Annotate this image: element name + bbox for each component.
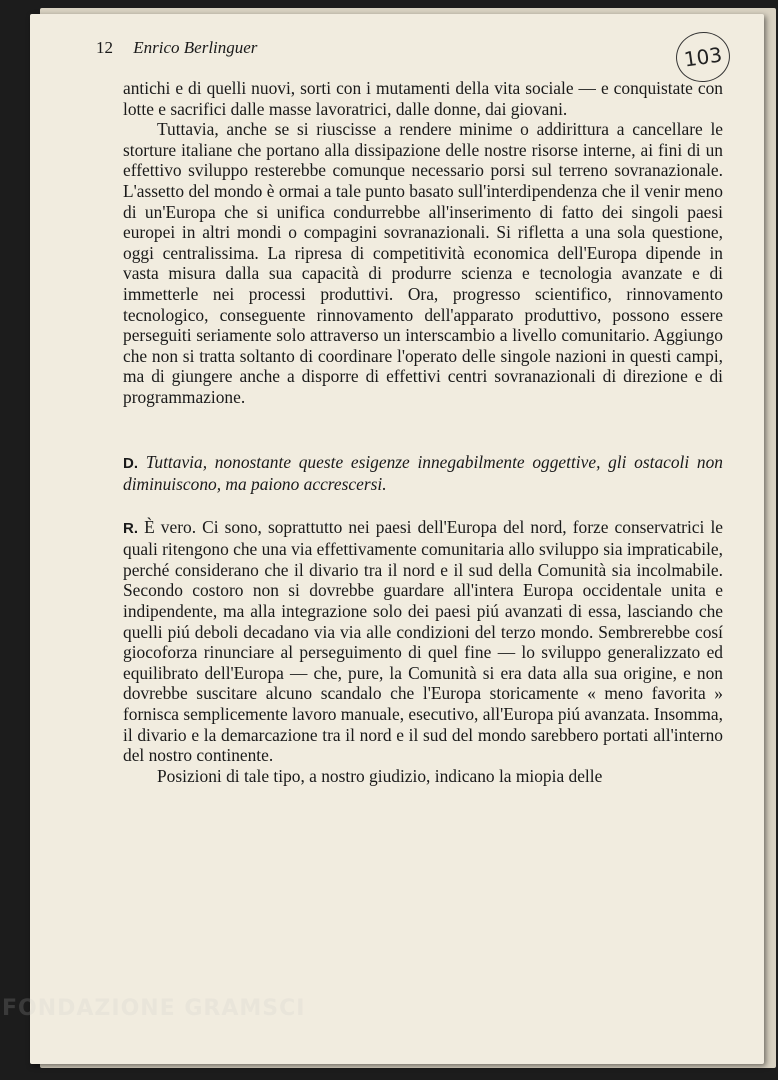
interview-answer <box>123 517 723 766</box>
answer-label: R. <box>123 519 138 537</box>
running-header <box>96 38 257 58</box>
question-text: Tuttavia, nonostante queste esigenze innegabilmente oggettive, gli ostacoli non diminuiscono, ma paiono accrescersi. <box>123 451 723 495</box>
page-number: 12 <box>96 38 113 57</box>
question-label: D. <box>123 454 138 472</box>
archive-stamp: 103 <box>673 28 733 85</box>
interview-question <box>123 452 723 495</box>
paragraph-tuttavia: Tuttavia, anche se si riuscisse a rendere minime o addirittura a cancellare le storture italiane che portano alla dissipazione delle nostre risorse interne, ai fini di un effettivo sviluppo resterebbe comunque necessario porsi sul terreno sovranazionale. L'assetto del mondo è ormai a tale punto basato sull'interdipendenza che il venir meno di un'Europa che si unifica condurrebbe all'inserimento di fatto dei singoli paesi europei in altri mondi o compagini sovranazionali. Si rifletta a una sola questione, oggi centralissima. La ripresa di competitività economica dell'Europa dipende in vasta misura dalla sua capacità di produrre scienza e tecnologia avanzate e di immetterle nei processi produttivi. Ora, progresso scientifico, rinnovamento tecnologico, conseguente rinnovamento dell'apparato produttivo, possono essere perseguiti seriamente solo attraverso un interscambio a livello comunitario. Aggiungo che non si tratta soltanto di coordinare l'operato delle singole nazioni in questi campi, ma di giungere anche a disporre di effettivi centri sovranazionali di direzione e di programmazione. <box>123 119 723 407</box>
running-title-author: Enrico Berlinguer <box>133 38 258 57</box>
answer-text: È vero. Ci sono, soprattutto nei paesi dell'Europa del nord, forze conservatrici le quali ritengono che una via effettivamente comunitaria allo sviluppo sia impraticabile, perché considerano che il divario tra il nord e il sud della Comunità sia incolmabile. Secondo costoro non si dovrebbe guardare all'intera Europa occidentale unita e indipendente, ma alla integrazione solo dei paesi piú avanzati di essa, lasciando che quelli piú deboli decadano via via alle condizioni del terzo mondo. Sembrerebbe cosí giocoforza rinunciare al perseguimento di quel fine — lo sviluppo generalizzato ed equilibrato dell'Europa — che, pure, la Comunità si era data alla sua origine, e non dovrebbe suscitare alcuno scandalo che l'Europa storicamente « meno favorita » fornisca semplicemente lavoro manuale, esecutivo, all'Europa piú avanzata. Insomma, il divario e la demarcazione tra il nord e il sud del mondo sarebbero portati all'interno del nostro continente. <box>123 516 723 766</box>
paragraph-continued: antichi e di quelli nuovi, sorti con i mutamenti della vita sociale — e conquistate con lotte e sacrifici dalle masse lavoratrici, dalle donne, dai giovani. <box>123 78 723 119</box>
watermark-logo: FONDAZIONE GRAMSCI <box>2 996 306 1021</box>
paragraph-posizioni: Posizioni di tale tipo, a nostro giudizio, indicano la miopia delle <box>157 765 603 786</box>
body-text <box>123 78 723 786</box>
